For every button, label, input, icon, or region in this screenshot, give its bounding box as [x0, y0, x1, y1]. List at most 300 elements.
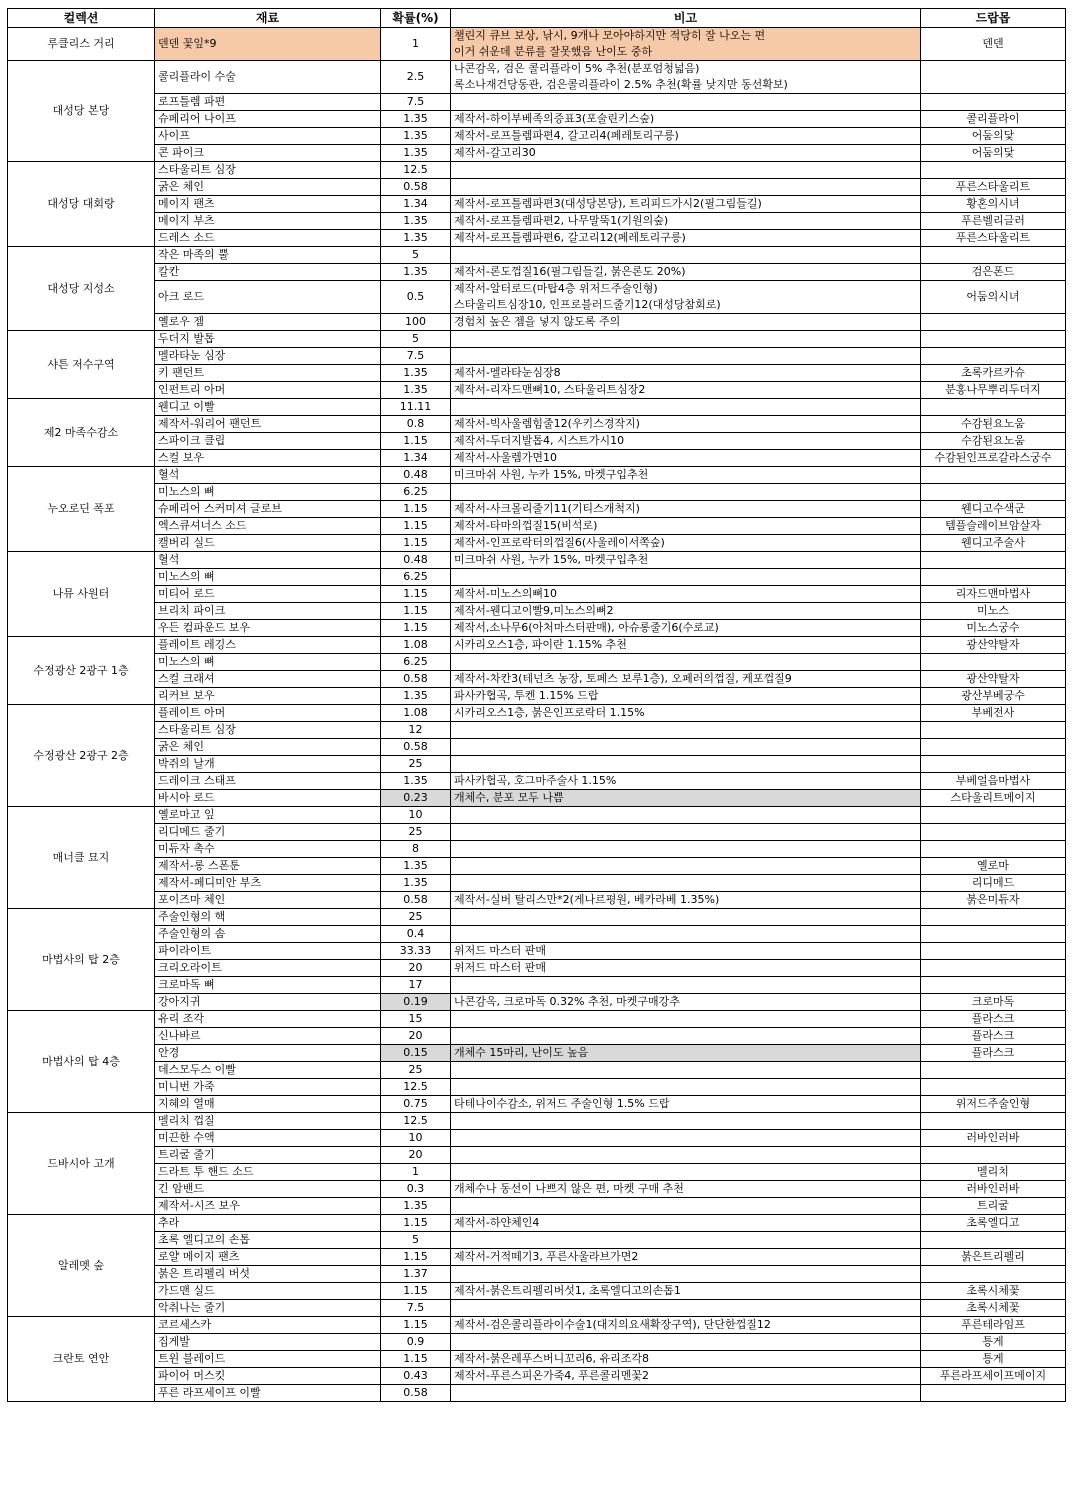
- table-row: [8, 1147, 1066, 1164]
- drop-monster-cell: [921, 909, 1066, 926]
- drop-monster-cell: 광산약탈자: [921, 637, 1066, 654]
- probability-cell: 8: [381, 841, 451, 858]
- note-cell: [451, 484, 921, 501]
- drop-monster-cell: 수감된인프로갈라스궁수: [921, 450, 1066, 467]
- probability-cell: 0.43: [381, 1368, 451, 1385]
- note-cell: [451, 756, 921, 773]
- material-cell: 로얄 메이지 팬츠: [155, 1249, 381, 1266]
- material-cell: 제작서-시즈 보우: [155, 1198, 381, 1215]
- note-cell: 제작서-하얀체인4: [451, 1215, 921, 1232]
- material-cell: 스타울리트 심장: [155, 722, 381, 739]
- table-row: [8, 518, 1066, 535]
- drop-monster-cell: [921, 314, 1066, 331]
- note-cell: [451, 909, 921, 926]
- probability-cell: 1.35: [381, 145, 451, 162]
- material-cell: 포이즈마 체인: [155, 892, 381, 909]
- probability-cell: 0.48: [381, 552, 451, 569]
- drop-monster-cell: [921, 552, 1066, 569]
- material-cell: 사이프: [155, 128, 381, 145]
- note-cell: 파사카협곡, 호그마주술사 1.15%: [451, 773, 921, 790]
- note-cell: 미크마쉬 사원, 누카 15%, 마켓구입추천: [451, 467, 921, 484]
- note-line: 챌린지 큐브 보상, 낚시, 9개나 모아야하지만 적당히 잘 나오는 편: [454, 29, 766, 42]
- note-cell: 제작서-리자드맨뼈10, 스타울리트심장2: [451, 382, 921, 399]
- probability-cell: 1.15: [381, 1351, 451, 1368]
- material-cell: 추라: [155, 1215, 381, 1232]
- probability-cell: 0.5: [381, 281, 451, 314]
- drop-monster-cell: 스타울리트메이지: [921, 790, 1066, 807]
- note-cell: 시카리오스1층, 파이란 1.15% 추천: [451, 637, 921, 654]
- probability-cell: 1.35: [381, 858, 451, 875]
- material-cell: 코르세스카: [155, 1317, 381, 1334]
- drop-monster-cell: 부베전사: [921, 705, 1066, 722]
- drop-monster-cell: [921, 807, 1066, 824]
- material-cell: 드라트 투 핸드 소드: [155, 1164, 381, 1181]
- table-row: [8, 1130, 1066, 1147]
- probability-cell: 1.34: [381, 196, 451, 213]
- probability-cell: 1.35: [381, 264, 451, 281]
- table-row: [8, 1266, 1066, 1283]
- note-cell: 위저드 마스터 판매: [451, 943, 921, 960]
- probability-cell: 1.37: [381, 1266, 451, 1283]
- drop-monster-cell: [921, 1147, 1066, 1164]
- collection-name: 마법사의 탑 4층: [8, 1011, 155, 1113]
- probability-cell: 12: [381, 722, 451, 739]
- probability-cell: 6.25: [381, 654, 451, 671]
- note-cell: 미크마쉬 사원, 누카 15%, 마켓구입추천: [451, 552, 921, 569]
- note-cell: 제작서-로프틀렘파편3(대성당본당), 트리피드가시2(필그림들길): [451, 196, 921, 213]
- probability-cell: 0.15: [381, 1045, 451, 1062]
- table-row: [8, 179, 1066, 196]
- table-row: [8, 331, 1066, 348]
- drop-monster-cell: [921, 756, 1066, 773]
- probability-cell: 1.15: [381, 518, 451, 535]
- probability-cell: 0.58: [381, 179, 451, 196]
- note-cell: [451, 399, 921, 416]
- drop-monster-cell: [921, 467, 1066, 484]
- drop-monster-cell: [921, 960, 1066, 977]
- note-line: 나콘감옥, 검은 콜리플라이 5% 추천(분포엄청넓음): [454, 62, 700, 75]
- note-cell: 제작서-빅사울렘힘줄12(우키스경작지): [451, 416, 921, 433]
- drop-monster-cell: [921, 94, 1066, 111]
- probability-cell: 0.8: [381, 416, 451, 433]
- note-cell: 제작서-로프틀렘파편4, 갈고리4(페레토리구릉): [451, 128, 921, 145]
- collection-name: 드바시아 고개: [8, 1113, 155, 1215]
- note-cell: [451, 875, 921, 892]
- table-row: [8, 535, 1066, 552]
- note-cell: 제작서-타마의껍질15(비석로): [451, 518, 921, 535]
- material-cell: 미끈한 수액: [155, 1130, 381, 1147]
- material-cell: 메이지 팬츠: [155, 196, 381, 213]
- note-cell: [451, 739, 921, 756]
- material-cell: 미노스의 뼈: [155, 569, 381, 586]
- table-row: [8, 94, 1066, 111]
- probability-cell: 1.15: [381, 433, 451, 450]
- collection-name: 제2 마족수감소: [8, 399, 155, 467]
- table-row: [8, 450, 1066, 467]
- drop-monster-cell: [921, 1266, 1066, 1283]
- table-row: [8, 671, 1066, 688]
- table-row: [8, 1045, 1066, 1062]
- drop-monster-cell: 옐로마: [921, 858, 1066, 875]
- probability-cell: 2.5: [381, 61, 451, 94]
- drop-monster-cell: [921, 1232, 1066, 1249]
- note-cell: [451, 281, 921, 314]
- material-cell: 제작서-페디미안 부츠: [155, 875, 381, 892]
- table-row: [8, 1181, 1066, 1198]
- table-row: [8, 1334, 1066, 1351]
- probability-cell: 33.33: [381, 943, 451, 960]
- note-cell: [451, 926, 921, 943]
- drop-monster-cell: 초록시체꽃: [921, 1283, 1066, 1300]
- drop-monster-cell: [921, 1079, 1066, 1096]
- collection-name: 샤튼 저수구역: [8, 331, 155, 399]
- collection-table: [7, 8, 1066, 1402]
- material-cell: 키 팬던트: [155, 365, 381, 382]
- table-row: [8, 1368, 1066, 1385]
- probability-cell: 20: [381, 1147, 451, 1164]
- note-cell: [451, 1334, 921, 1351]
- drop-monster-cell: 검은폰드: [921, 264, 1066, 281]
- table-row: [8, 348, 1066, 365]
- material-cell: 슈페리어 스커미셔 글로브: [155, 501, 381, 518]
- probability-cell: 1.35: [381, 1198, 451, 1215]
- table-row: [8, 892, 1066, 909]
- material-cell: 굵은 체인: [155, 179, 381, 196]
- note-cell: [451, 1011, 921, 1028]
- table-row: [8, 1062, 1066, 1079]
- note-cell: 제작서-로프틀렘파편2, 나무말뚝1(기원의숲): [451, 213, 921, 230]
- drop-monster-cell: 수감된요노움: [921, 433, 1066, 450]
- note-line: 이거 쉬운데 분류를 잘못했음 난이도 중하: [454, 45, 653, 58]
- note-cell: [451, 1062, 921, 1079]
- note-cell: [451, 179, 921, 196]
- table-row: [8, 705, 1066, 722]
- material-cell: 스타울리트 심장: [155, 162, 381, 179]
- material-cell: 슈페리어 나이프: [155, 111, 381, 128]
- probability-cell: 1.15: [381, 535, 451, 552]
- table-row: [8, 1198, 1066, 1215]
- probability-cell: 10: [381, 807, 451, 824]
- drop-monster-cell: [921, 1062, 1066, 1079]
- drop-monster-cell: 위저드주술인형: [921, 1096, 1066, 1113]
- probability-cell: 7.5: [381, 94, 451, 111]
- drop-monster-cell: 리자드맨마법사: [921, 586, 1066, 603]
- table-row: [8, 111, 1066, 128]
- material-cell: 메이지 부츠: [155, 213, 381, 230]
- table-row: [8, 1300, 1066, 1317]
- note-line: 록소나재건당동관, 검은콜리플라이 2.5% 추천(확률 낮지만 동선확보): [454, 78, 788, 91]
- table-row: [8, 61, 1066, 94]
- table-row: [8, 943, 1066, 960]
- drop-monster-cell: 어둠의시녀: [921, 281, 1066, 314]
- probability-cell: 0.58: [381, 739, 451, 756]
- probability-cell: 5: [381, 1232, 451, 1249]
- probability-cell: 0.9: [381, 1334, 451, 1351]
- material-cell: 웬디고 이빨: [155, 399, 381, 416]
- material-cell: 스컬 보우: [155, 450, 381, 467]
- table-row: [8, 569, 1066, 586]
- probability-cell: 17: [381, 977, 451, 994]
- material-cell: 플레이트 레깅스: [155, 637, 381, 654]
- table-row: [8, 1385, 1066, 1402]
- material-cell: 박쥐의 날개: [155, 756, 381, 773]
- drop-monster-cell: 푸른라프세이프메이지: [921, 1368, 1066, 1385]
- table-row: [8, 1113, 1066, 1130]
- probability-cell: 1.15: [381, 1215, 451, 1232]
- note-cell: [451, 162, 921, 179]
- material-cell: 아크 로드: [155, 281, 381, 314]
- drop-monster-cell: [921, 399, 1066, 416]
- drop-monster-cell: 어둠의닻: [921, 128, 1066, 145]
- table-row: [8, 756, 1066, 773]
- probability-cell: 1.15: [381, 1283, 451, 1300]
- drop-monster-cell: 콜리플라이: [921, 111, 1066, 128]
- probability-cell: 12.5: [381, 162, 451, 179]
- note-cell: [451, 841, 921, 858]
- drop-monster-cell: 초록카르카슈: [921, 365, 1066, 382]
- note-cell: [451, 824, 921, 841]
- note-cell: [451, 331, 921, 348]
- drop-monster-cell: 리디메드: [921, 875, 1066, 892]
- material-cell: 스파이크 클립: [155, 433, 381, 450]
- probability-cell: 1.15: [381, 1317, 451, 1334]
- drop-monster-cell: 푸른벨리글러: [921, 213, 1066, 230]
- drop-monster-cell: [921, 977, 1066, 994]
- note-cell: [451, 1130, 921, 1147]
- drop-monster-cell: 러바인러바: [921, 1181, 1066, 1198]
- probability-cell: 100: [381, 314, 451, 331]
- material-cell: 혈석: [155, 552, 381, 569]
- table-row: [8, 654, 1066, 671]
- note-cell: [451, 94, 921, 111]
- material-cell: 가드맨 실드: [155, 1283, 381, 1300]
- material-cell: 혈석: [155, 467, 381, 484]
- table-row: [8, 281, 1066, 314]
- collection-name: 나뮤 사원터: [8, 552, 155, 637]
- material-cell: 콘 파이크: [155, 145, 381, 162]
- table-row: [8, 213, 1066, 230]
- drop-monster-cell: [921, 569, 1066, 586]
- material-cell: 굵은 체인: [155, 739, 381, 756]
- table-row: [8, 807, 1066, 824]
- probability-cell: 5: [381, 331, 451, 348]
- collection-name: 매너클 묘지: [8, 807, 155, 909]
- note-line: 제작서-알터로드(마탑4층 위저드주술인형): [454, 282, 658, 295]
- note-cell: [451, 977, 921, 994]
- material-cell: 바시아 로드: [155, 790, 381, 807]
- spreadsheet: [7, 8, 1065, 1402]
- table-row: [8, 858, 1066, 875]
- header-note: 비고: [451, 9, 921, 28]
- collection-name: 대성당 대회랑: [8, 162, 155, 247]
- table-row: [8, 1317, 1066, 1334]
- note-cell: [451, 61, 921, 94]
- table-row: [8, 1079, 1066, 1096]
- probability-cell: 0.3: [381, 1181, 451, 1198]
- note-cell: [451, 1079, 921, 1096]
- table-row: [8, 637, 1066, 654]
- drop-monster-cell: [921, 1385, 1066, 1402]
- drop-monster-cell: [921, 484, 1066, 501]
- drop-monster-cell: 붉은미듀자: [921, 892, 1066, 909]
- drop-monster-cell: [921, 739, 1066, 756]
- material-cell: 두더지 발톱: [155, 331, 381, 348]
- table-row: [8, 128, 1066, 145]
- drop-monster-cell: [921, 61, 1066, 94]
- drop-monster-cell: 멜리치: [921, 1164, 1066, 1181]
- probability-cell: 1.35: [381, 213, 451, 230]
- drop-monster-cell: 푸른스타울리트: [921, 179, 1066, 196]
- material-cell: 파이어 머스킷: [155, 1368, 381, 1385]
- probability-cell: 1.35: [381, 688, 451, 705]
- probability-cell: 25: [381, 756, 451, 773]
- material-cell: 리커브 보우: [155, 688, 381, 705]
- note-cell: 제작서-론도껍질16(필그림들길, 붉은론도 20%): [451, 264, 921, 281]
- drop-monster-cell: 수감된요노움: [921, 416, 1066, 433]
- material-cell: 우든 컴파운드 보우: [155, 620, 381, 637]
- note-cell: 개체수 15마리, 난이도 높음: [451, 1045, 921, 1062]
- table-row: [8, 162, 1066, 179]
- note-cell: 제작서-사크몰리줄기11(기티스개척지): [451, 501, 921, 518]
- drop-monster-cell: [921, 348, 1066, 365]
- probability-cell: 0.58: [381, 671, 451, 688]
- material-cell: 주술인형의 핵: [155, 909, 381, 926]
- table-row: [8, 501, 1066, 518]
- probability-cell: 0.75: [381, 1096, 451, 1113]
- material-cell: 제작서-롱 스폰툰: [155, 858, 381, 875]
- note-cell: 제작서-인프로락터의껍질6(사울레이서쪽숲): [451, 535, 921, 552]
- material-cell: 트윈 블레이드: [155, 1351, 381, 1368]
- probability-cell: 1.34: [381, 450, 451, 467]
- note-cell: 개체수, 분포 모두 나쁨: [451, 790, 921, 807]
- table-row: [8, 1232, 1066, 1249]
- drop-monster-cell: 초록엘디고: [921, 1215, 1066, 1232]
- probability-cell: 1.15: [381, 603, 451, 620]
- drop-monster-cell: 분홍나무뿌리두더지: [921, 382, 1066, 399]
- drop-monster-cell: 광산약탈자: [921, 671, 1066, 688]
- note-cell: [451, 348, 921, 365]
- material-cell: 스컬 크래셔: [155, 671, 381, 688]
- material-cell: 신나바르: [155, 1028, 381, 1045]
- material-cell: 강아지귀: [155, 994, 381, 1011]
- note-cell: [451, 1300, 921, 1317]
- drop-monster-cell: 크로마독: [921, 994, 1066, 1011]
- material-cell: 미노스의 뼈: [155, 654, 381, 671]
- note-cell: 제작서-거적떼기3, 푸른사울라브가면2: [451, 1249, 921, 1266]
- probability-cell: 7.5: [381, 1300, 451, 1317]
- probability-cell: 6.25: [381, 569, 451, 586]
- probability-cell: 11.11: [381, 399, 451, 416]
- table-row: [8, 1028, 1066, 1045]
- drop-monster-cell: 웬디고수색군: [921, 501, 1066, 518]
- drop-monster-cell: 웬디고주술사: [921, 535, 1066, 552]
- header-drop-monster: 드랍몹: [921, 9, 1066, 28]
- drop-monster-cell: 플라스크: [921, 1028, 1066, 1045]
- table-row: [8, 484, 1066, 501]
- drop-monster-cell: 미노스: [921, 603, 1066, 620]
- table-row: [8, 909, 1066, 926]
- material-cell: 제작서-워리어 팬던트: [155, 416, 381, 433]
- probability-cell: 5: [381, 247, 451, 264]
- note-cell: 제작서-붉은레푸스버니꼬리6, 유리조각8: [451, 1351, 921, 1368]
- drop-monster-cell: 푸른테라임프: [921, 1317, 1066, 1334]
- table-row: [8, 230, 1066, 247]
- material-cell: 긴 암밴드: [155, 1181, 381, 1198]
- table-body: [8, 28, 1066, 1402]
- material-cell: 파이라이트: [155, 943, 381, 960]
- note-cell: [451, 1164, 921, 1181]
- material-cell: 지혜의 열매: [155, 1096, 381, 1113]
- material-cell: 집게발: [155, 1334, 381, 1351]
- material-cell: 리디메드 줄기: [155, 824, 381, 841]
- probability-cell: 1.08: [381, 637, 451, 654]
- material-cell: 주술인형의 솜: [155, 926, 381, 943]
- material-cell: 멜리치 껍질: [155, 1113, 381, 1130]
- table-row: [8, 247, 1066, 264]
- note-cell: [451, 1113, 921, 1130]
- material-cell: 작은 마족의 뿔: [155, 247, 381, 264]
- table-row: [8, 1351, 1066, 1368]
- probability-cell: 12.5: [381, 1079, 451, 1096]
- material-cell: 멜라타눈 심장: [155, 348, 381, 365]
- collection-name: 수정광산 2광구 2층: [8, 705, 155, 807]
- note-cell: 제작서-두더지발톱4, 시스트가시10: [451, 433, 921, 450]
- collection-name: 수정광산 2광구 1층: [8, 637, 155, 705]
- drop-monster-cell: [921, 841, 1066, 858]
- note-cell: 시카리오스1층, 붉은인프로락터 1.15%: [451, 705, 921, 722]
- drop-monster-cell: [921, 824, 1066, 841]
- table-row: [8, 1164, 1066, 1181]
- drop-monster-cell: 틍게: [921, 1351, 1066, 1368]
- material-cell: 드레스 소드: [155, 230, 381, 247]
- probability-cell: 0.58: [381, 1385, 451, 1402]
- note-cell: 제작서-로프틀렘파편6, 갈고리12(페레토리구릉): [451, 230, 921, 247]
- material-cell: 옐로우 젬: [155, 314, 381, 331]
- table-row: [8, 1215, 1066, 1232]
- probability-cell: 1.35: [381, 128, 451, 145]
- drop-monster-cell: 플라스크: [921, 1045, 1066, 1062]
- material-cell: 푸른 라프세이프 이빨: [155, 1385, 381, 1402]
- note-cell: 제작서,소나무6(아처마스터판매), 아슈롱줄기6(수로교): [451, 620, 921, 637]
- table-row: [8, 620, 1066, 637]
- note-cell: 타테나이수감소, 위저드 주술인형 1.5% 드랍: [451, 1096, 921, 1113]
- probability-cell: 6.25: [381, 484, 451, 501]
- material-cell: 플레이트 아머: [155, 705, 381, 722]
- table-row: [8, 688, 1066, 705]
- drop-monster-cell: [921, 722, 1066, 739]
- header-material: 재료: [155, 9, 381, 28]
- drop-monster-cell: 붉은트리펠리: [921, 1249, 1066, 1266]
- table-row: [8, 722, 1066, 739]
- note-cell: 제작서-갈고리30: [451, 145, 921, 162]
- table-row: [8, 739, 1066, 756]
- drop-monster-cell: 플라스크: [921, 1011, 1066, 1028]
- probability-cell: 0.48: [381, 467, 451, 484]
- table-row: [8, 399, 1066, 416]
- drop-monster-cell: 미노스궁수: [921, 620, 1066, 637]
- material-cell: 미니번 가죽: [155, 1079, 381, 1096]
- note-cell: 경험치 높은 젬을 넣지 않도록 주의: [451, 314, 921, 331]
- probability-cell: 25: [381, 909, 451, 926]
- material-cell: 미노스의 뼈: [155, 484, 381, 501]
- collection-name: 대성당 지성소: [8, 247, 155, 331]
- material-cell: 붉은 트리펠리 버섯: [155, 1266, 381, 1283]
- table-row: [8, 467, 1066, 484]
- note-cell: 제작서-하이부베족의증표3(포술린키스숲): [451, 111, 921, 128]
- probability-cell: 20: [381, 1028, 451, 1045]
- material-cell: 미티어 로드: [155, 586, 381, 603]
- collection-name: 루클리스 거리: [8, 28, 155, 61]
